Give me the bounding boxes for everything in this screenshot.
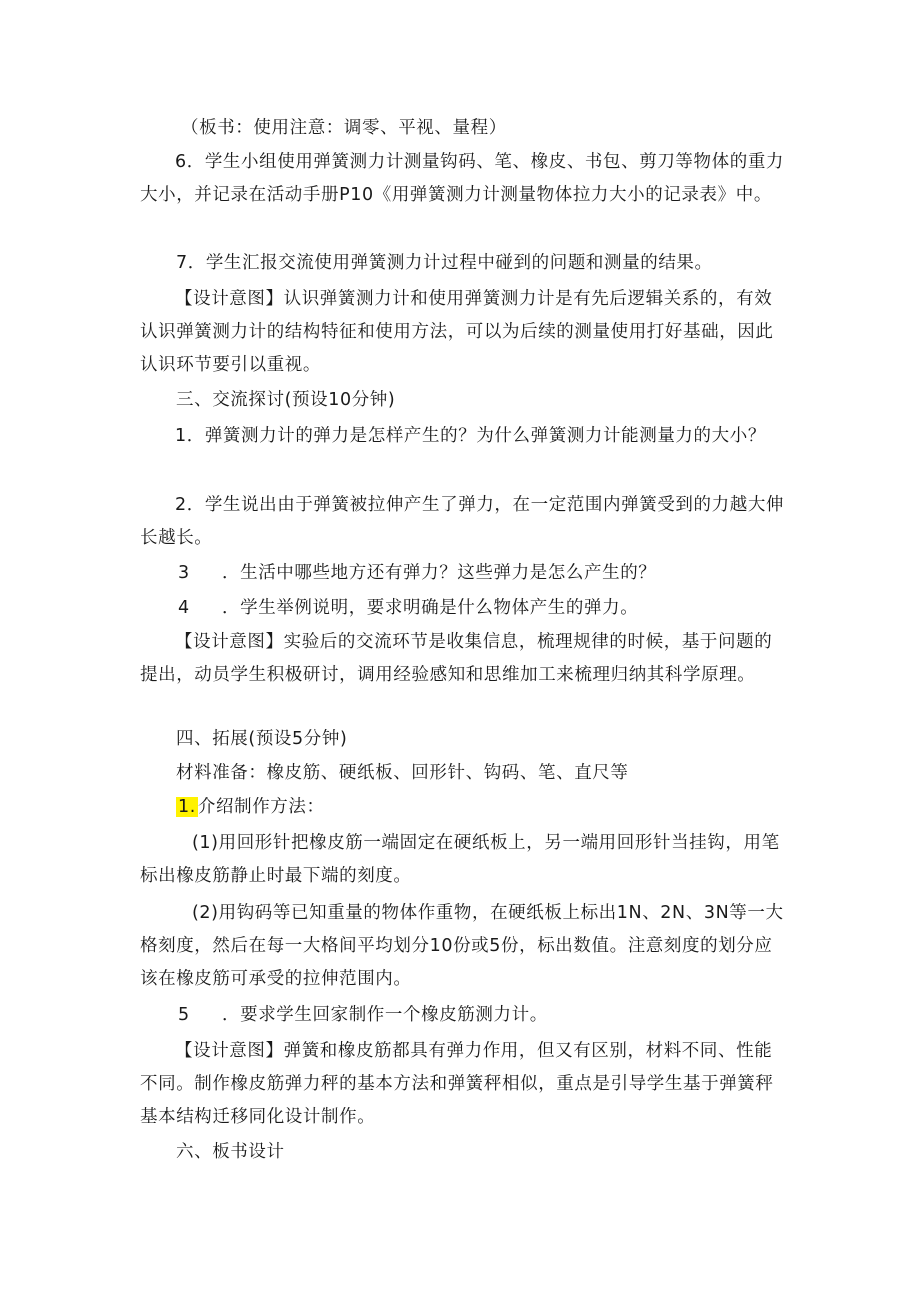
highlighted-number: 1. <box>178 797 196 817</box>
design-intent-1: 【设计意图】认识弹簧测力计和使用弹簧测力计是有先后逻辑关系的，有效认识弹簧测力计的结构特征和使用方法，可以为后续的测量使用打好基础，因此认识环节要引以重视。 <box>140 289 774 375</box>
homework-line <box>178 999 548 1032</box>
question-3-line <box>178 557 656 590</box>
item-number: 3 <box>178 563 190 583</box>
section-4-heading: 四、拓展(预设5分钟) <box>176 729 348 749</box>
item-text: ．生活中哪些地方还有弹力？这些弹力是怎么产生的？ <box>222 563 657 583</box>
section-6-heading: 六、板书设计 <box>176 1142 285 1162</box>
item-text: ．学生举例说明，要求明确是什么物体产生的弹力。 <box>222 598 639 618</box>
answer-2-paragraph: 2．学生说出由于弹簧被拉伸产生了弹力，在一定范围内弹簧受到的力越大伸长越长。 <box>140 495 785 548</box>
method-step-1: (1)用回形针把橡皮筋一端固定在硬纸板上，另一端用回形针当挂钩，用笔标出橡皮筋静止时最下端的刻度。 <box>140 833 780 886</box>
question-1-paragraph: 1．弹簧测力计的弹力是怎样产生的？为什么弹簧测力计能测量力的大小？ <box>175 426 766 446</box>
design-intent-2: 【设计意图】实验后的交流环节是收集信息，梳理规律的时候，基于问题的提出，动员学生积极研讨，调用经验感知和思维加工来梳理归纳其科学原理。 <box>140 632 773 685</box>
item-number: 4 <box>178 598 190 618</box>
method-heading <box>176 791 325 824</box>
materials-line: 材料准备：橡皮筋、硬纸板、回形针、钩码、笔、直尺等 <box>176 763 629 783</box>
blackboard-note: （板书：使用注意：调零、平视、量程） <box>181 118 507 138</box>
method-heading-text: 介绍制作方法： <box>197 797 325 817</box>
step-6-paragraph: 6．学生小组使用弹簧测力计测量钩码、笔、橡皮、书包、剪刀等物体的重力大小，并记录在活动手册P10《用弹簧测力计测量物体拉力大小的记录表》中。 <box>140 152 785 205</box>
method-step-2: (2)用钩码等已知重量的物体作重物，在硬纸板上标出1N、2N、3N等一大格刻度，然后在每一大格间平均划分10份或5份，标出数值。注意刻度的划分应该在橡皮筋可承受的拉伸范围内。 <box>140 903 784 989</box>
step-7-paragraph: 7．学生汇报交流使用弹簧测力计过程中碰到的问题和测量的结果。 <box>176 253 713 273</box>
item-number: 5 <box>178 1005 190 1025</box>
item-text: ．要求学生回家制作一个橡皮筋测力计。 <box>222 1005 548 1025</box>
design-intent-3: 【设计意图】弹簧和橡皮筋都具有弹力作用，但又有区别，材料不同、性能不同。制作橡皮筋弹力秤的基本方法和弹簧秤相似，重点是引导学生基于弹簧秤基本结构迁移同化设计制作。 <box>140 1041 774 1127</box>
question-4-line <box>178 592 638 625</box>
section-3-heading: 三、交流探讨(预设10分钟) <box>176 390 396 410</box>
